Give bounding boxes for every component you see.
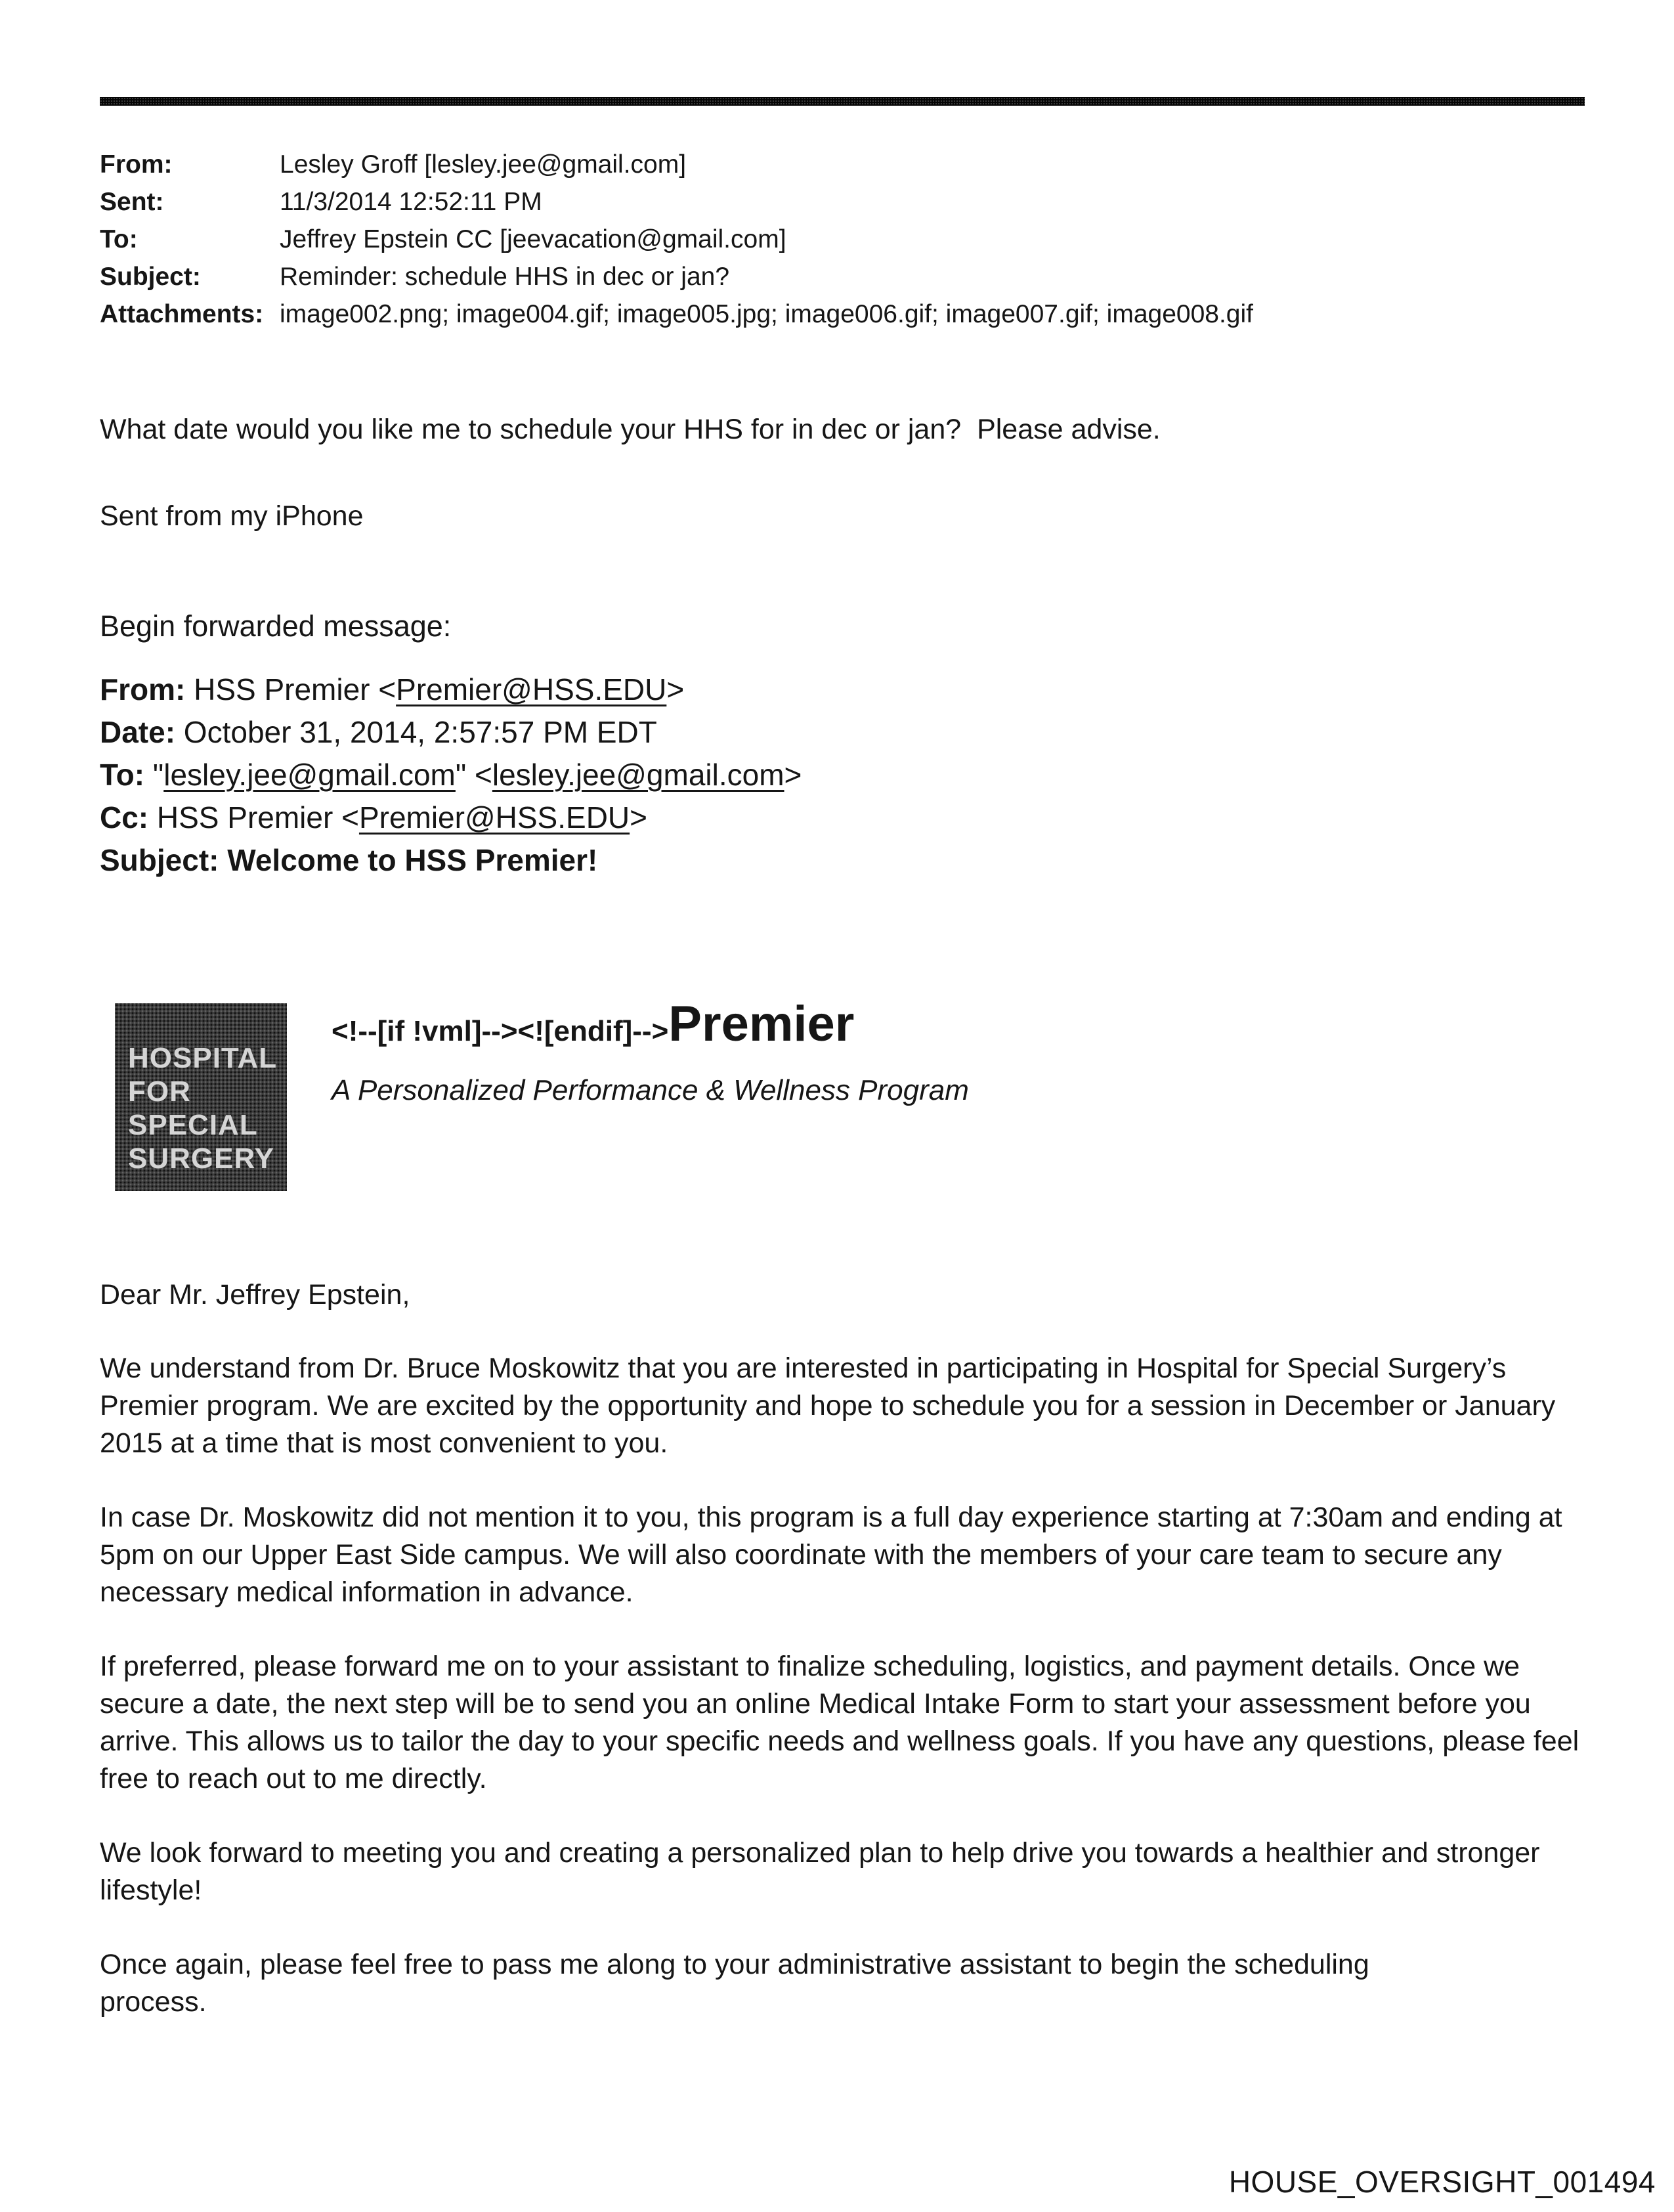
header-field-label: To: xyxy=(100,225,138,253)
paragraph-line: 5pm on our Upper East Side campus. We will also coordinate with the members of your care team to secure any xyxy=(100,1539,1502,1571)
brand-title-row xyxy=(332,995,854,1052)
paragraph-line: arrive. This allows us to tailor the day to your specific needs and wellness goals. If you have any questions, please feel xyxy=(100,1725,1579,1757)
premier-title: Premier xyxy=(668,996,855,1052)
paragraph-line: 2015 at a time that is most convenient to you. xyxy=(100,1427,668,1459)
salutation: Dear Mr. Jeffrey Epstein, xyxy=(100,1279,410,1311)
forwarded-field-text: HSS Premier < xyxy=(185,672,397,706)
letter-paragraph xyxy=(100,1350,1579,1462)
paragraph-line: Once again, please feel free to pass me along to your administrative assistant to begin the scheduling xyxy=(100,1949,1369,1980)
forwarded-field-text: > xyxy=(666,672,685,706)
header-field-value: 11/3/2014 12:52:11 PM xyxy=(280,188,542,216)
letter-paragraph xyxy=(100,1946,1579,2021)
header-field-value: Reminder: schedule HHS in dec or jan? xyxy=(280,263,730,291)
logo-text-line: HOSPITAL xyxy=(128,1042,278,1074)
header-field-value: Lesley Groff [lesley.jee@gmail.com] xyxy=(280,150,687,179)
forwarded-field-row xyxy=(100,668,802,711)
forwarded-field-text: " < xyxy=(455,758,492,792)
forwarded-field-label: Date: xyxy=(100,715,176,749)
premier-subtitle: A Personalized Performance & Wellness Program xyxy=(332,1074,969,1106)
email-body-message: What date would you like me to schedule your HHS for in dec or jan? Please advise. xyxy=(100,414,1161,445)
paragraph-line: necessary medical information in advance. xyxy=(100,1576,633,1608)
email-address-text: lesley.jee@gmail.com xyxy=(492,758,784,792)
forwarded-field-text: > xyxy=(784,758,802,792)
header-field-label: From: xyxy=(100,150,173,179)
header-field-label: Subject: xyxy=(100,263,201,291)
forwarded-field-text: HSS Premier < xyxy=(148,800,359,835)
letter-paragraphs xyxy=(100,1350,1579,2021)
bates-number: HOUSE_OVERSIGHT_001494 xyxy=(1228,2165,1656,2199)
forward-notice: Begin forwarded message: xyxy=(100,609,452,643)
paragraph-line: process. xyxy=(100,1986,207,2018)
logo-text-line: SPECIAL xyxy=(128,1109,258,1141)
logo-text-line: FOR xyxy=(128,1075,191,1108)
paragraph-line: secure a date, the next step will be to send you an online Medical Intake Form to start your assessment before you xyxy=(100,1688,1531,1720)
letter-paragraph xyxy=(100,1834,1579,1909)
forwarded-header-fields xyxy=(100,668,802,882)
forwarded-field-label: Subject: xyxy=(100,843,219,877)
header-field-value: Jeffrey Epstein CC [jeevacation@gmail.com] xyxy=(280,225,786,253)
header-field-row xyxy=(100,221,1253,258)
vml-comment-text: <!--[if !vml]--><![endif]--> xyxy=(332,1015,669,1047)
forwarded-field-row xyxy=(100,711,802,754)
paragraph-line: We look forward to meeting you and creating a personalized plan to help drive you towards a healthier and stronger xyxy=(100,1837,1540,1869)
header-field-row xyxy=(100,258,1253,295)
paragraph-line: free to reach out to me directly. xyxy=(100,1763,487,1794)
forwarded-field-label: From: xyxy=(100,672,186,706)
paragraph-line: In case Dr. Moskowitz did not mention it to you, this program is a full day experience starting at 7:30am and ending at xyxy=(100,1502,1562,1533)
paragraph-line: We understand from Dr. Bruce Moskowitz that you are interested in participating in Hospital for Special Surgery’s xyxy=(100,1353,1507,1384)
header-field-label: Attachments: xyxy=(100,300,264,328)
iphone-signature: Sent from my iPhone xyxy=(100,500,364,532)
forwarded-field-text: October 31, 2014, 2:57:57 PM EDT xyxy=(175,715,657,749)
header-divider-bar xyxy=(100,97,1585,106)
header-field-row xyxy=(100,146,1253,183)
forwarded-field-row xyxy=(100,796,802,839)
forwarded-field-text: > xyxy=(630,800,648,835)
forwarded-field-text: Welcome to HSS Premier! xyxy=(219,843,598,877)
forwarded-field-label: Cc: xyxy=(100,800,149,835)
letter-paragraph xyxy=(100,1648,1579,1798)
letter-body xyxy=(100,1276,1579,2058)
paragraph-line: lifestyle! xyxy=(100,1875,202,1906)
letter-paragraph xyxy=(100,1499,1579,1611)
header-field-label: Sent: xyxy=(100,188,164,216)
forwarded-field-text: " xyxy=(144,758,164,792)
paragraph-line: Premier program. We are excited by the opportunity and hope to schedule you for a session in December or January xyxy=(100,1390,1556,1421)
hss-logo xyxy=(115,1003,287,1191)
forwarded-field-row xyxy=(100,754,802,796)
email-address-text: lesley.jee@gmail.com xyxy=(163,758,456,792)
header-field-value: image002.png; image004.gif; image005.jpg; image006.gif; image007.gif; image008.gif xyxy=(280,300,1253,328)
logo-text-line: SURGERY xyxy=(128,1142,274,1175)
email-header-fields xyxy=(100,146,1253,333)
header-field-row xyxy=(100,183,1253,221)
email-address-text: Premier@HSS.EDU xyxy=(396,672,667,706)
email-address-text: Premier@HSS.EDU xyxy=(358,800,630,835)
forwarded-field-row xyxy=(100,839,802,882)
header-field-row xyxy=(100,295,1253,333)
forwarded-field-label: To: xyxy=(100,758,145,792)
paragraph-line: If preferred, please forward me on to your assistant to finalize scheduling, logistics, and payment details. Once we xyxy=(100,1651,1520,1682)
